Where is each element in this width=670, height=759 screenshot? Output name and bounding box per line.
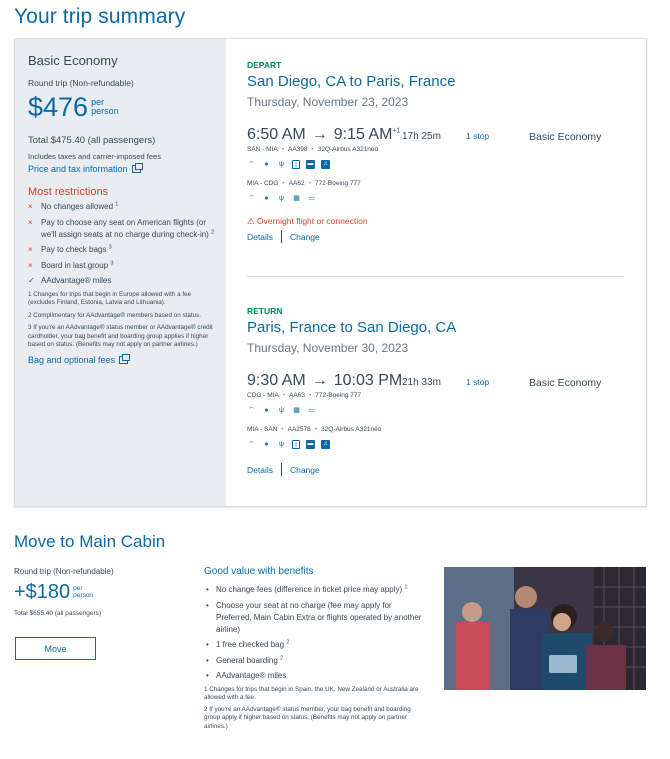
fare-footnotes — [28, 291, 214, 350]
flight-leg — [247, 392, 627, 399]
close-icon: × — [28, 217, 33, 227]
benefit-label: 1 free checked bag — [216, 640, 285, 649]
restriction-item — [28, 275, 218, 287]
leg-flight-number[interactable]: AA398 — [287, 146, 308, 153]
footnote-ref: 1 — [115, 201, 119, 208]
bullet-icon: • — [206, 600, 209, 610]
leg-aircraft: 32Q-Airbus A321neo — [321, 426, 382, 433]
leg-flight-number[interactable]: AA63 — [289, 392, 305, 399]
restriction-label: AAdvantage® miles — [41, 276, 112, 285]
leg-aircraft: 772-Boeing 777 — [315, 392, 362, 399]
separator-dot: • — [308, 180, 311, 187]
footnote-ref: 1 — [404, 584, 408, 591]
phone-icon: ▯ — [292, 440, 300, 449]
seat-icon: ▭ — [308, 194, 315, 202]
upgrade-price: +$180 — [14, 581, 71, 603]
leg-aircraft: 772-Boeing 777 — [314, 180, 361, 187]
fare-footnote: 2 Complimentary for AAdvantage® members based on status. — [28, 311, 201, 319]
benefits-footnotes — [204, 686, 426, 732]
footnote-ref: 2 — [280, 654, 284, 661]
benefit-label: No change fees (difference in ticket price may apply) — [216, 585, 403, 594]
leg-airports: MIA - SAN — [247, 426, 278, 433]
price-tax-info-label: Price and tax information — [28, 164, 128, 174]
bullet-icon: • — [206, 671, 209, 680]
tv-icon: ▬ — [307, 160, 314, 167]
depart-segment — [247, 60, 627, 243]
flight-leg — [247, 426, 627, 433]
return-actions — [247, 463, 627, 476]
restriction-text — [41, 275, 218, 287]
wifi-icon: ⌔ — [248, 440, 255, 448]
footnote-ref: 3 — [110, 259, 114, 266]
move-main-cabin-title: Move to Main Cabin — [14, 532, 166, 551]
benefit-text — [216, 670, 286, 682]
power-icon: ψ — [279, 194, 284, 202]
restriction-item — [28, 244, 218, 256]
return-segment — [247, 306, 627, 476]
segment-divider — [247, 276, 624, 277]
leg-flight-number[interactable]: AA62 — [288, 180, 305, 187]
depart-date: Thursday, November 23, 2023 — [247, 95, 409, 109]
depart-stops-link[interactable]: 1 stop — [466, 131, 490, 141]
next-day-offset: +1 — [392, 127, 401, 135]
music-icon: ♫ — [321, 440, 330, 449]
leg-airports: SAN - MIA — [247, 146, 278, 153]
fare-footnote: 3 If you're an AAdvantage® status member or AAdvantage® credit cardholder, your bag benefit and boarding group applies if higher based on status. (Benefits may not apply on partner airlines.) — [28, 324, 213, 348]
restrictions-title: Most restrictions — [28, 186, 109, 198]
restriction-item — [28, 217, 218, 241]
separator-dot: • — [282, 392, 286, 399]
action-separator — [281, 463, 282, 476]
trip-summary-card — [14, 38, 647, 507]
separator-dot: • — [282, 180, 285, 187]
depart-time-row — [247, 126, 627, 144]
return-times — [247, 372, 402, 390]
bag-fees-link[interactable] — [28, 355, 226, 365]
restriction-text — [41, 260, 218, 272]
leg-airports: CDG - MIA — [247, 392, 279, 399]
benefit-label: Choose your seat at no charge (fee may apply for Preferred, Main Cabin Extra or flights operated by another airline) — [216, 600, 422, 634]
fare-footnote: 1 Changes for trips that begin in Europe allowed with a fee (excludes Finland, Estonia, Latvia and Lithuania). — [28, 290, 192, 306]
depart-times — [247, 126, 400, 144]
close-icon: × — [28, 202, 33, 211]
restriction-label: Board in last group — [41, 260, 109, 270]
depart-departure-time: 6:50 AM — [247, 126, 306, 143]
depart-arrival-time: 9:15 AM — [333, 126, 393, 143]
benefit-text — [216, 584, 407, 596]
bullet-icon: • — [206, 655, 209, 665]
total-price: Total $475.40 (all passengers) — [28, 135, 156, 146]
check-icon: ✓ — [28, 276, 35, 285]
per-person-label: per person — [91, 97, 119, 116]
passengers-photo-illustration — [444, 567, 646, 690]
page-title: Your trip summary — [14, 5, 186, 28]
upgrade-price-row — [14, 581, 99, 603]
entertainment-icon: ● — [264, 160, 269, 168]
leg-flight-number[interactable]: AA2578 — [287, 426, 311, 433]
amenity-icons — [247, 439, 627, 449]
meal-icon: ▦ — [293, 406, 300, 414]
benefit-item — [204, 600, 426, 636]
return-cabin: Basic Economy — [529, 377, 602, 389]
return-arrival-time: 10:03 PM — [333, 372, 403, 389]
benefit-label: AAdvantage® miles — [216, 671, 287, 680]
entertainment-icon: ● — [264, 440, 269, 448]
close-icon: × — [28, 260, 33, 270]
bullet-icon: • — [206, 640, 209, 649]
benefit-text — [216, 655, 283, 667]
separator-dot: • — [281, 426, 284, 433]
meal-icon: ▦ — [293, 194, 300, 202]
depart-actions — [247, 230, 627, 243]
restriction-item — [28, 260, 218, 272]
return-stops-link[interactable]: 1 stop — [466, 377, 490, 387]
return-date: Thursday, November 30, 2023 — [247, 341, 409, 355]
return-route: Paris, France to San Diego, CA — [247, 319, 457, 336]
fare-price: $476 — [28, 92, 89, 122]
music-icon: ♫ — [321, 160, 330, 169]
restriction-text — [41, 244, 218, 256]
benefit-text — [216, 600, 426, 636]
upgrade-benefits — [204, 566, 426, 734]
seat-icon: ▭ — [308, 406, 315, 414]
benefit-footnote: 2 If you're an AAdvantage® status member, your bag benefit and boarding group apply if higher based on status. (Benefits may not apply on partner airlines.) — [204, 705, 411, 730]
wifi-icon: ⌔ — [248, 160, 255, 168]
amenity-icons — [247, 405, 627, 415]
return-time-row — [247, 372, 627, 390]
depart-details-link[interactable]: Details — [247, 231, 273, 242]
restriction-label: Pay to check bags — [41, 245, 107, 254]
close-icon: × — [28, 245, 33, 254]
leg-aircraft: 32Q-Airbus A321neo — [317, 146, 379, 153]
separator-dot: • — [311, 146, 314, 153]
price-tax-info-link[interactable] — [28, 164, 226, 174]
flight-leg — [247, 180, 627, 187]
separator-dot: • — [281, 146, 284, 153]
return-departure-time: 9:30 AM — [247, 372, 306, 389]
leg-airports: MIA - CDG — [247, 180, 279, 187]
benefits-list — [204, 584, 426, 682]
benefit-text — [216, 639, 289, 651]
benefit-label: General boarding — [216, 655, 278, 665]
flight-leg — [247, 146, 627, 153]
depart-cabin: Basic Economy — [529, 131, 602, 143]
arrow-right-icon: → — [311, 126, 328, 143]
wifi-icon: ⌔ — [248, 406, 255, 414]
action-separator — [281, 230, 282, 243]
restrictions-list — [28, 201, 218, 287]
phone-icon: ▯ — [292, 160, 300, 169]
depart-label: DEPART — [247, 60, 282, 70]
main-cabin-photo — [444, 567, 646, 690]
amenity-icons — [247, 193, 627, 203]
benefit-footnote: 1 Changes for trips that begin in Spain, the UK, New Zealand or Australia are allowed with a fee. — [204, 685, 419, 701]
taxes-note: Includes taxes and carrier-imposed fees — [28, 152, 161, 161]
power-icon: ψ — [279, 440, 284, 448]
amenity-icons — [247, 159, 627, 169]
restriction-text — [41, 201, 218, 213]
upgrade-trip-type: Round trip (Non-refundable) — [14, 567, 114, 576]
fare-panel — [15, 39, 226, 506]
wifi-icon: ⌔ — [248, 194, 255, 202]
return-change-link[interactable]: Change — [289, 464, 320, 475]
overnight-warning: ⚠ Overnight flight or connection — [247, 216, 368, 226]
trip-type: Round trip (Non-refundable) — [28, 78, 134, 88]
fare-name: Basic Economy — [28, 53, 118, 68]
separator-dot: • — [308, 392, 312, 399]
external-window-icon — [132, 165, 141, 173]
power-icon: ψ — [279, 406, 284, 414]
benefit-item — [204, 584, 426, 596]
separator-dot: • — [314, 426, 318, 433]
footnote-ref: 2 — [286, 639, 290, 646]
depart-duration: 17h 25m — [402, 131, 441, 142]
footnote-ref: 3 — [108, 244, 112, 251]
depart-route: San Diego, CA to Paris, France — [247, 73, 456, 90]
return-duration: 21h 33m — [402, 377, 441, 388]
move-button[interactable]: Move — [15, 637, 96, 660]
benefit-item — [204, 639, 426, 651]
restriction-item — [28, 201, 218, 213]
arrow-right-icon: → — [311, 372, 328, 389]
upgrade-total: Total $655.40 (all passengers) — [14, 610, 102, 617]
bag-fees-label: Bag and optional fees — [28, 354, 116, 365]
upgrade-per-person: per person — [73, 585, 94, 599]
entertainment-icon: ● — [264, 406, 269, 414]
external-window-icon — [119, 356, 128, 364]
footnote-ref: 2 — [211, 228, 215, 235]
benefit-item — [204, 655, 426, 667]
depart-change-link[interactable]: Change — [289, 231, 320, 242]
restriction-text — [41, 217, 218, 241]
restriction-label: Pay to choose any seat on American flights (or we'll assign seats at no charge during check-in) — [41, 217, 209, 239]
restriction-label: No changes allowed — [41, 202, 114, 211]
entertainment-icon: ● — [264, 194, 269, 202]
benefits-title: Good value with benefits — [204, 566, 314, 577]
return-details-link[interactable]: Details — [247, 464, 273, 475]
benefit-item — [204, 670, 426, 682]
power-icon: ψ — [279, 160, 284, 168]
tv-icon: ▬ — [307, 440, 314, 447]
price-row — [28, 92, 226, 122]
bullet-icon: • — [206, 585, 209, 594]
return-label: RETURN — [247, 306, 283, 316]
